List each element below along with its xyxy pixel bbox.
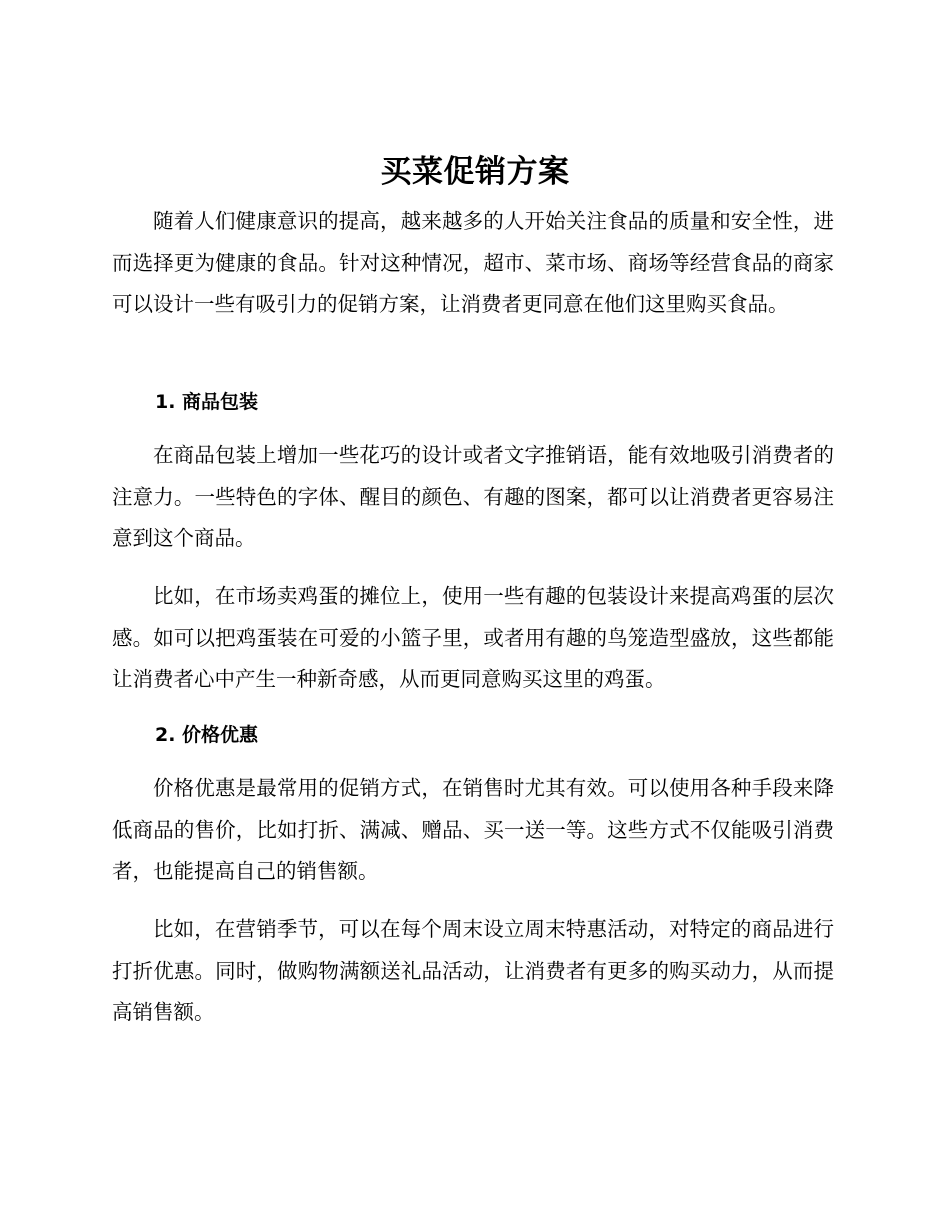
section-heading-pricing: 2. 价格优惠: [155, 724, 259, 746]
pricing-paragraph-1: 价格优惠是最常用的促销方式，在销售时尤其有效。可以使用各种手段来降低商品的售价，比如打折、满减、赠品、买一送一等。这些方式不仅能吸引消费者，也能提高自己的销售额。: [112, 776, 834, 883]
section-heading-packaging: 1. 商品包装: [155, 391, 259, 413]
packaging-paragraph-1: 在商品包装上增加一些花巧的设计或者文字推销语，能有效地吸引消费者的注意力。一些特色的字体、醒目的颜色、有趣的图案，都可以让消费者更容易注意到这个商品。: [112, 443, 834, 550]
intro-paragraph: 随着人们健康意识的提高，越来越多的人开始关注食品的质量和安全性，进而选择更为健康的食品。针对这种情况，超市、菜市场、商场等经营食品的商家可以设计一些有吸引力的促销方案，让消费者更同意在他们这里购买食品。: [112, 209, 834, 316]
document-title: 买菜促销方案: [380, 154, 570, 190]
packaging-paragraph-2: 比如，在市场卖鸡蛋的摊位上，使用一些有趣的包装设计来提高鸡蛋的层次感。如可以把鸡蛋装在可爱的小篮子里，或者用有趣的鸟笼造型盛放，这些都能让消费者心中产生一种新奇感，从而更同意购买这里的鸡蛋。: [112, 584, 834, 691]
pricing-paragraph-2: 比如，在营销季节，可以在每个周末设立周末特惠活动，对特定的商品进行打折优惠。同时，做购物满额送礼品活动，让消费者有更多的购买动力，从而提高销售额。: [112, 917, 834, 1024]
